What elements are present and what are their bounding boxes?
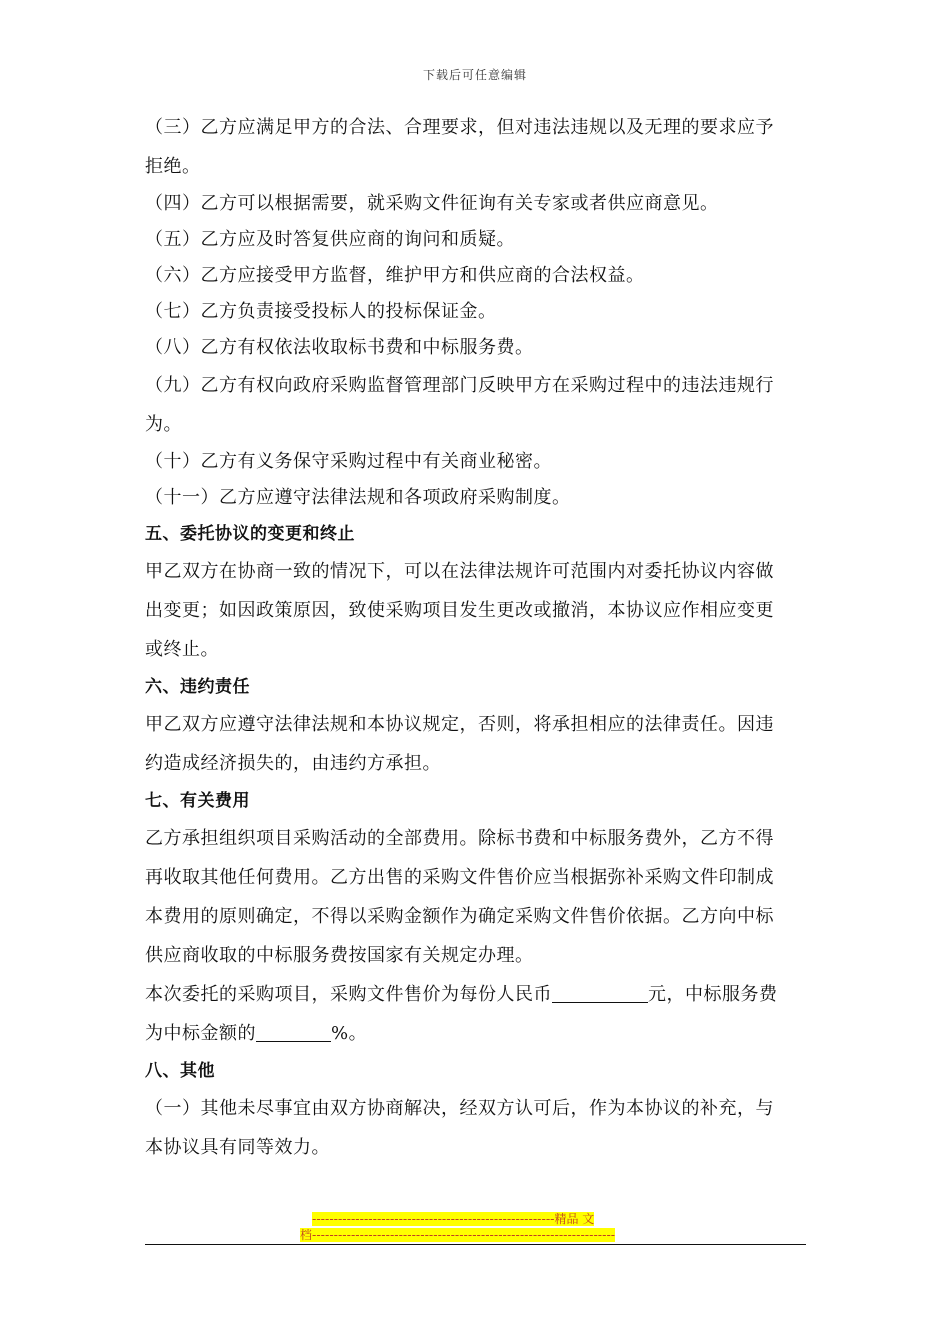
paragraph-line: 为。: [145, 414, 182, 435]
list-item: （七）乙方负责接受投标人的投标保证金。: [145, 301, 497, 322]
paragraph-line: 出变更；如因政策原因，致使采购项目发生更改或撤消，本协议应作相应变更: [145, 600, 774, 621]
page-header-note: 下载后可任意编辑: [422, 68, 527, 82]
paragraph-line: 或终止。: [145, 639, 219, 660]
paragraph-line: 甲乙双方在协商一致的情况下，可以在法律法规许可范围内对委托协议内容做: [145, 561, 774, 582]
paragraph-line: 约造成经济损失的，由违约方承担。: [145, 753, 441, 774]
fee-text: 元，中标服务费: [648, 984, 778, 1005]
paragraph-line: [145, 1014, 805, 1053]
percent-blank-field[interactable]: [256, 1021, 331, 1042]
paragraph-line: （九）乙方有权向政府采购监督管理部门反映甲方在采购过程中的违法违规行: [145, 375, 774, 396]
paragraph-line: （三）乙方应满足甲方的合法、合理要求，但对违法违规以及无理的要求应予: [145, 117, 774, 138]
paragraph-line: 乙方承担组织项目采购活动的全部费用。除标书费和中标服务费外，乙方不得: [145, 828, 774, 849]
section-heading-8: 八、其他: [145, 1061, 215, 1081]
section-heading-7: 七、有关费用: [145, 791, 250, 811]
fee-text: 本次委托的采购项目，采购文件售价为每份人民币: [145, 984, 552, 1005]
section-heading-6: 六、违约责任: [145, 677, 250, 697]
price-blank-field[interactable]: [552, 982, 648, 1003]
footer-banner-text: --------------------------------------------------------精品 文: [312, 1212, 595, 1226]
list-item: （五）乙方应及时答复供应商的询问和质疑。: [145, 229, 515, 250]
paragraph-line: 本协议具有同等效力。: [145, 1137, 330, 1158]
paragraph-line: 本费用的原则确定，不得以采购金额作为确定采购文件售价依据。乙方向中标: [145, 906, 774, 927]
list-item: （十一）乙方应遵守法律法规和各项政府采购制度。: [145, 487, 571, 508]
list-item: （十）乙方有义务保守采购过程中有关商业秘密。: [145, 451, 552, 472]
paragraph-line: （一）其他未尽事宜由双方协商解决，经双方认可后，作为本协议的补充，与: [145, 1098, 774, 1119]
list-item: （六）乙方应接受甲方监督，维护甲方和供应商的合法权益。: [145, 265, 645, 286]
footer-banner-line: [300, 1227, 650, 1243]
fee-text: %。: [331, 1023, 368, 1044]
fee-text: 为中标金额的: [145, 1023, 256, 1044]
paragraph-line: 再收取其他任何费用。乙方出售的采购文件售价应当根据弥补采购文件印制成: [145, 867, 774, 888]
footer-divider: [145, 1244, 806, 1245]
list-item: （八）乙方有权依法收取标书费和中标服务费。: [145, 337, 534, 358]
paragraph-line: 甲乙双方应遵守法律法规和本协议规定，否则，将承担相应的法律责任。因违: [145, 714, 774, 735]
list-item: （四）乙方可以根据需要，就采购文件征询有关专家或者供应商意见。: [145, 193, 719, 214]
paragraph-line: [145, 975, 805, 1014]
footer-banner-line: [300, 1211, 650, 1227]
document-body: [145, 108, 805, 1167]
paragraph-line: 拒绝。: [145, 156, 201, 177]
paragraph-line: 供应商收取的中标服务费按国家有关规定办理。: [145, 945, 534, 966]
footer-banner-text: 档----------------------------------------------------------------------: [300, 1228, 616, 1242]
section-heading-5: 五、委托协议的变更和终止: [145, 524, 355, 544]
footer-banner: [300, 1211, 650, 1243]
